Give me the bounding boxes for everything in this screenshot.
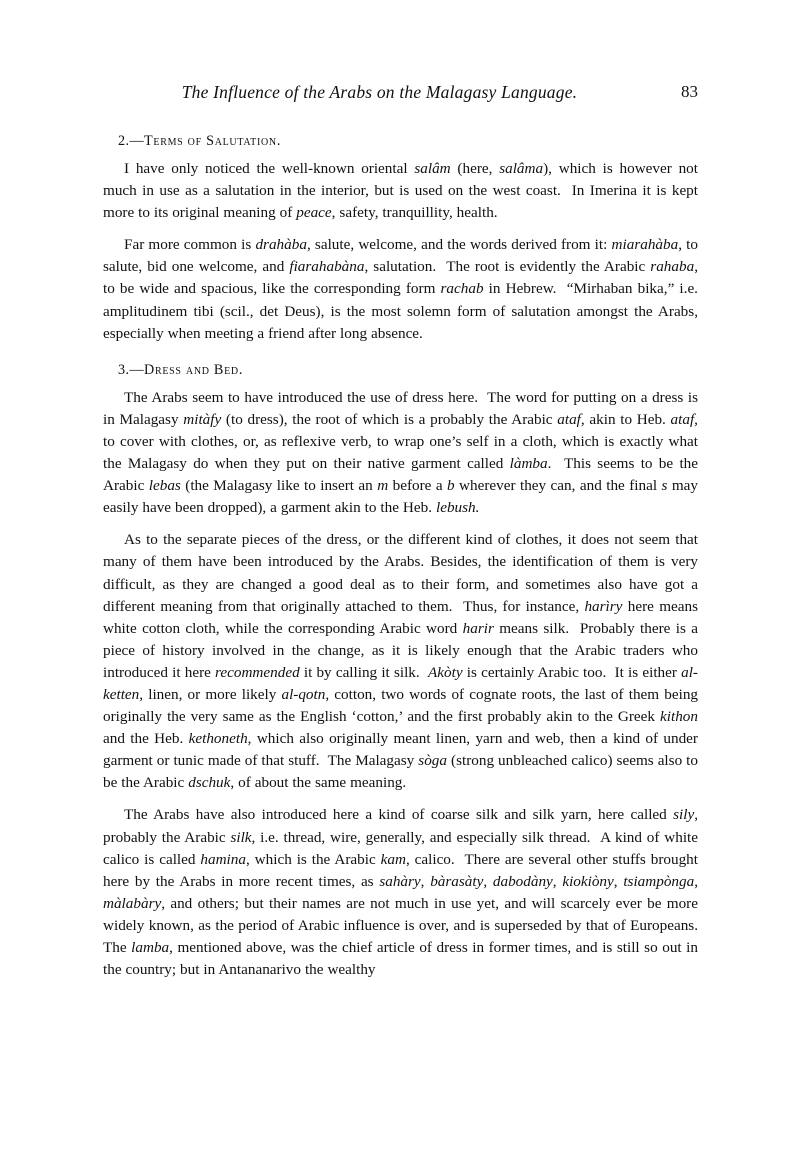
section-heading-3: [118, 362, 698, 379]
paragraph: The Arabs have also introduced here a kind of coarse silk and silk yarn, here called sily, probably the Arabic silk, i.e. thread, wire, generally, and especially silk thread. A kind of white calico is called hamina, which is the Arabic kam, calico. There are several other stuffs brought here by the Arabs in more recent times, as sahàry, bàrasàty, dabodàny, kiokiòny, tsiampònga, màlabàry, and others; but their names are not much in use yet, and will scarcely ever be more widely known, as the period of Arabic influence is over, and is superseded by that of Europeans. The lamba, mentioned above, was the chief article of dress in former times, and is still so out in the country; but in Antananarivo the wealthy: [103, 806, 698, 979]
italic-term: dschuk: [188, 774, 231, 792]
italic-term: silk: [230, 828, 252, 846]
page-number: 83: [681, 82, 698, 101]
italic-term: ataf,: [557, 410, 585, 428]
italic-term: bàrasàty: [430, 872, 484, 890]
italic-term: tsiampònga: [623, 872, 695, 890]
italic-term: fiarahabàna: [289, 258, 365, 276]
italic-term: recommended: [215, 663, 300, 681]
running-head-title: The Influence of the Arabs on the Malagasy Language.: [181, 82, 578, 102]
italic-term: s: [661, 477, 668, 495]
italic-term: kiokiòny: [562, 872, 614, 890]
italic-term: kethoneth: [188, 730, 248, 748]
italic-term: rachab: [440, 280, 484, 298]
section-title-2: Terms of Salutation.: [144, 133, 282, 149]
italic-term: màlabàry: [103, 894, 162, 912]
italic-term: salâma: [499, 160, 544, 177]
italic-term: kithon: [660, 708, 698, 726]
paragraph: I have only noticed the well-known oriental salâm (here, salâma), which is however not much in use as a salutation in the interior, but is used on the west coast. In Imerina it is kept more to its original meaning of peace, safety, tranquillity, health.: [103, 160, 698, 222]
section-title-3: Dress and Bed.: [144, 361, 244, 378]
italic-term: drahàba: [255, 236, 307, 254]
section-number-2: 2.—: [118, 133, 145, 149]
italic-term: harir: [462, 619, 494, 637]
italic-term: peace: [296, 204, 332, 222]
italic-term: mitàfy: [183, 410, 222, 428]
italic-term: Akòty: [428, 663, 463, 681]
italic-term: harìry: [584, 597, 623, 615]
italic-term: lebush.: [435, 499, 480, 517]
italic-term: lebas: [148, 477, 181, 495]
italic-term: sòga: [418, 752, 447, 770]
italic-term: dabodàny: [492, 872, 553, 890]
italic-term: salâm: [414, 160, 451, 177]
section-number-3: 3.—: [118, 361, 145, 378]
italic-term: al-qotn: [281, 685, 326, 703]
italic-term: sahàry: [379, 872, 421, 890]
italic-term: al-ketten: [103, 663, 698, 703]
section-heading-2: [118, 133, 698, 150]
paragraph: The Arabs seem to have introduced the use of dress here. The word for putting on a dress is in Malagasy mitàfy (to dress), the root of which is a probably the Arabic ataf, akin to Heb. ataf, to cover with clothes, or, as reflexive verb, to wrap one’s self in a cloth, which is exactly what the Malagasy do when they put on their native garment called làmba. This seems to be the Arabic lebas (the Malagasy like to insert an m before a b wherever they can, and the final s may easily have been dropped), a garment akin to the Heb. lebush.: [103, 388, 698, 517]
italic-term: miarahàba: [611, 236, 679, 254]
italic-term: kam: [380, 850, 406, 868]
italic-term: sily: [673, 806, 695, 824]
text-block: [103, 0, 698, 981]
paragraph: Far more common is drahàba, salute, welcome, and the words derived from it: miarahàba, to salute, bid one welcome, and fiarahabàna, salutation. The root is evidently the Arabic rahaba, to be wide and spacious, like the corresponding form rachab in Hebrew. “Mirhaban bika,” i.e. amplitudinem tibi (scil., det Deus), is the most solemn form of salutation amongst the Arabs, especially when meeting a friend after long absence.: [103, 236, 698, 342]
italic-term: ataf,: [670, 410, 698, 428]
running-head: [103, 82, 698, 116]
italic-term: rahaba: [650, 258, 695, 276]
italic-term: b: [447, 477, 455, 495]
paragraph: As to the separate pieces of the dress, or the different kind of clothes, it does not seem that many of them have been introduced by the Arabs. Besides, the identification of them is very difficult, as they are changed a good deal as to their form, and sometimes also have got a different meaning from that originally attached to them. Thus, for instance, harìry here means white cotton cloth, while the corresponding Arabic word harir means silk. Probably there is a piece of history involved in the change, as it is likely enough that the Arabic traders who introduced it here recommended it by calling it silk. Akòty is certainly Arabic too. It is either al-ketten, linen, or more likely al-qotn, cotton, two words of cognate roots, the last of them being originally the very same as the English ‘cotton,’ and the first probably akin to the Greek kithon and the Heb. kethoneth, which also originally meant linen, yarn and web, then a kind of under garment or tunic made of that stuff. The Malagasy sòga (strong unbleached calico) seems also to be the Arabic dschuk, of about the same meaning.: [103, 531, 699, 792]
italic-term: hamina: [200, 850, 246, 868]
italic-term: m: [377, 477, 389, 495]
italic-term: làmba: [509, 455, 548, 473]
italic-term: lamba: [131, 939, 170, 956]
